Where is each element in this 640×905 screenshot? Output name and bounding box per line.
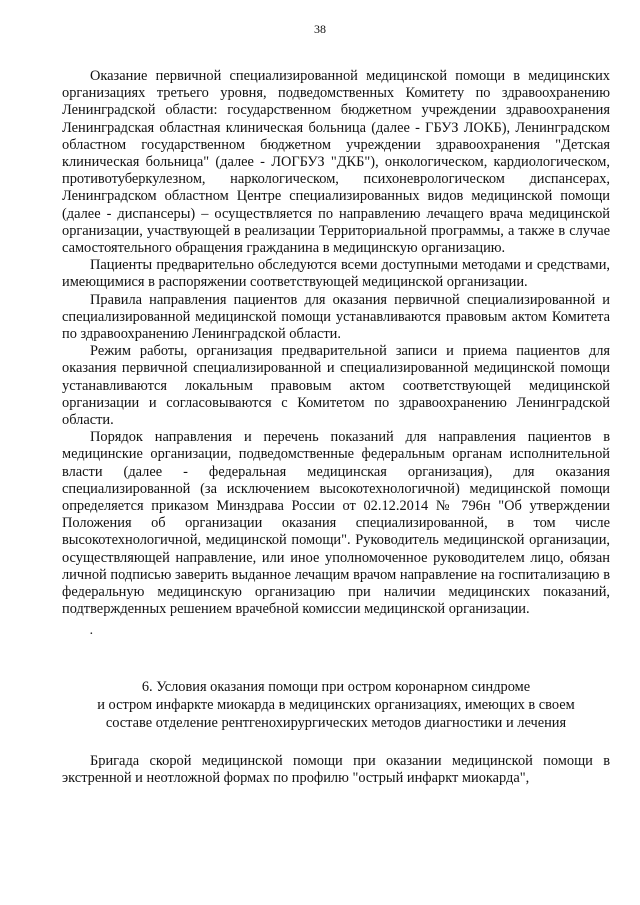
- paragraph-patient-examination: Пациенты предварительно обследуются всеми доступными методами и средствами, имеющимися в распоряжении соответствующей медицинской организации.: [62, 257, 610, 291]
- section-heading-line-3: составе отделение рентгенохирургических методов диагностики и лечения: [105, 714, 567, 731]
- stray-mark: ·: [89, 626, 94, 642]
- paragraph-specialized-care-third-level: Оказание первичной специализированной медицинской помощи в медицинских организациях третьего уровня, подведомственных Комитету по здравоохранению Ленинградской области: государственном бюджетном учреждении здравоохранения Ленинградская областная клиническая больница (далее - ГБУЗ ЛОКБ), Ленинградском областном государственном бюджетном учреждении здравоохранения "Детская клиническая больница" (далее - ЛОГБУЗ "ДКБ"), онкологическом, кардиологическом, противотуберкулезном, наркологическом, психоневрологическом диспансерах, Ленинградском областном Центре специализированных видов медицинской помощи (далее - диспансеры) – осуществляется по направлению лечащего врача медицинской организации, участвующей в реализации Территориальной программы, а также в случае самостоятельного обращения гражданина в медицинскую организацию.: [62, 68, 610, 257]
- section-heading-line-2: и остром инфаркте миокарда в медицинских организациях, имеющих в своем: [97, 696, 575, 713]
- page-number: 38: [314, 22, 326, 36]
- section-heading-line-1: 6. Условия оказания помощи при остром коронарном синдроме: [141, 678, 531, 695]
- paragraph-ambulance-team: Бригада скорой медицинской помощи при оказании медицинской помощи в экстренной и неотложной формах по профилю "острый инфаркт миокарда",: [62, 752, 610, 786]
- paragraph-federal-referral-procedure: Порядок направления и перечень показаний для направления пациентов в медицинские организации, подведомственные федеральным органам исполнительной власти (далее - федеральная медицинская организация), для оказания специализированной (за исключением высокотехнологичной) медицинской помощи определяется приказом Минздрава России от 02.12.2014 № 796н "Об утверждении Положения об организации оказания специализированной, в том числе высокотехнологичной, медицинской помощи". Руководитель медицинской организации, осуществляющей направление, или иное уполномоченное руководителем лицо, обязан личной подписью заверить выданное лечащим врачом направление на госпитализацию в федеральную медицинскую организацию при наличии медицинских показаний, подтвержденных решением врачебной комиссии медицинской организации.: [62, 429, 610, 618]
- section-heading: [62, 678, 610, 732]
- document-body: [62, 68, 610, 787]
- paragraph-referral-rules: Правила направления пациентов для оказания первичной специализированной и специализированной медицинской помощи устанавливаются правовым актом Комитета по здравоохранению Ленинградской области.: [62, 291, 610, 343]
- paragraph-work-schedule: Режим работы, организация предварительной записи и приема пациентов для оказания первичной специализированной и специализированной медицинской помощи устанавливаются локальным правовым актом соответствующей медицинской организации и согласовываются с Комитетом по здравоохранению Ленинградской области.: [62, 343, 610, 429]
